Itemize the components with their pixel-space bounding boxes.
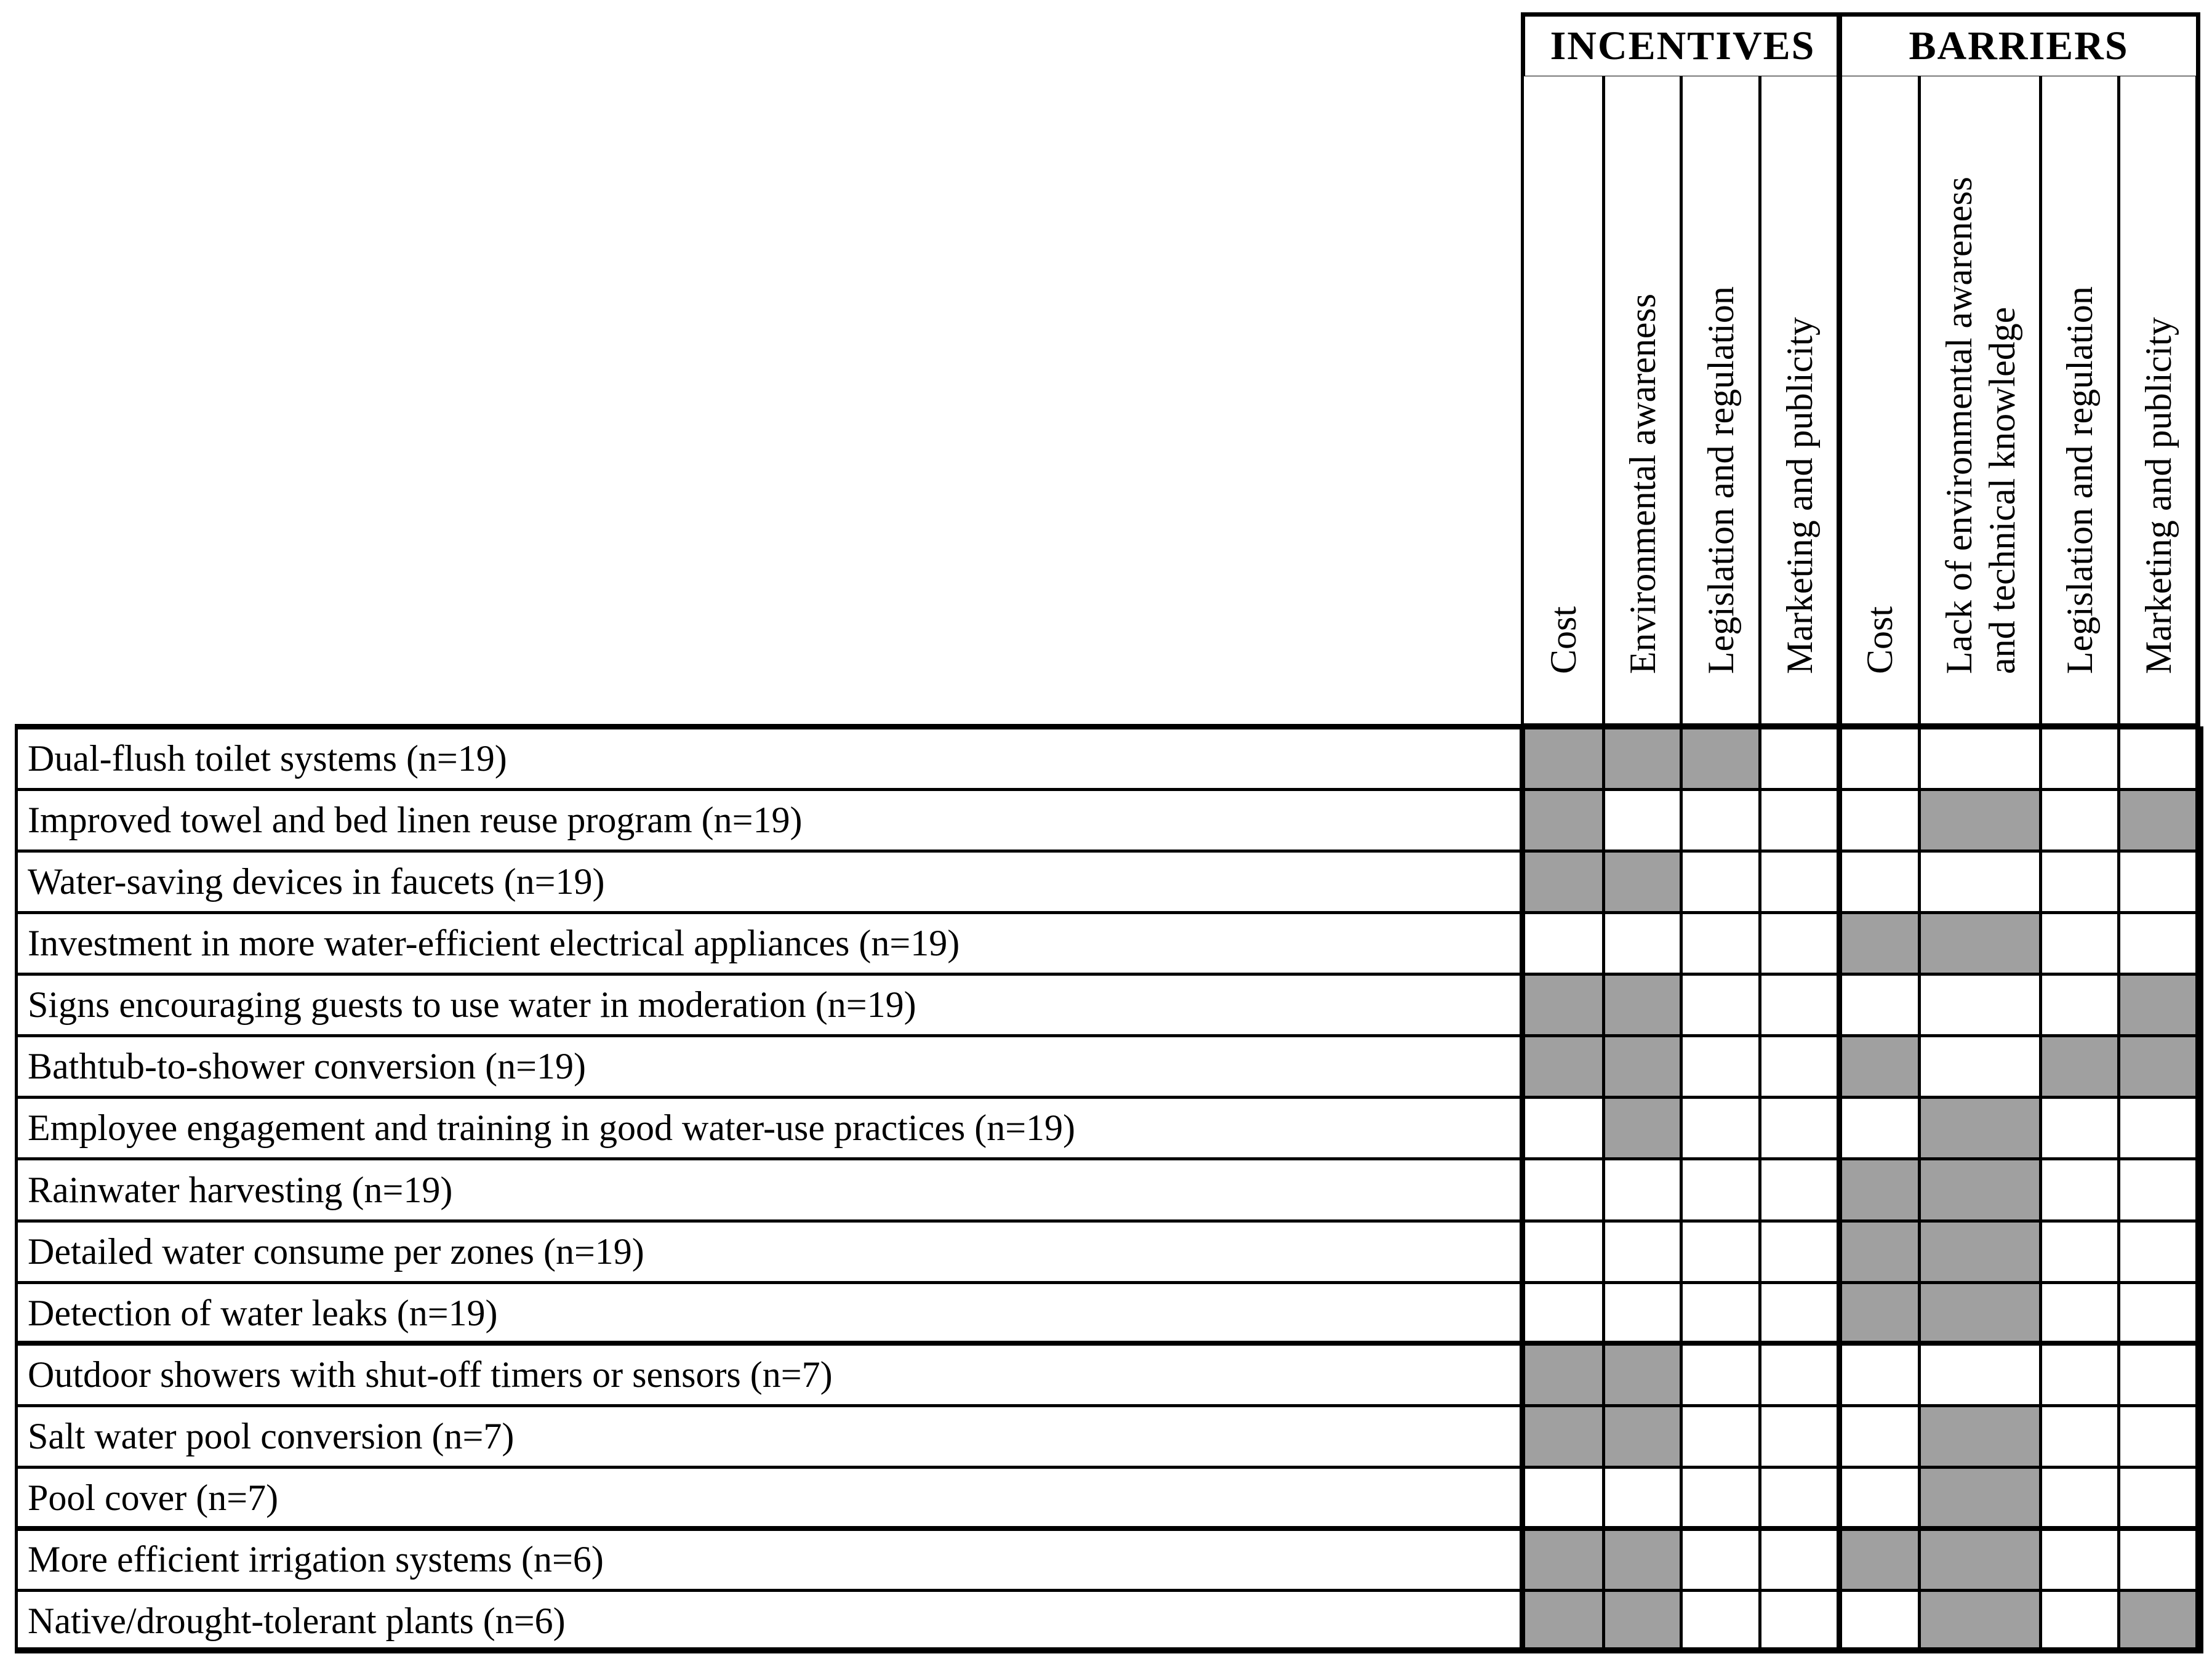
cell-marked bbox=[1918, 1219, 2042, 1284]
cell-empty bbox=[1918, 973, 2042, 1037]
cell-empty bbox=[1602, 1219, 1683, 1284]
cell-marked bbox=[1602, 1096, 1683, 1160]
cell-empty bbox=[1837, 973, 1921, 1037]
col-header-label: Marketing and publicity bbox=[2138, 317, 2179, 674]
bottom-border bbox=[15, 1647, 2200, 1653]
cell-empty bbox=[1758, 1404, 1840, 1469]
cell-empty bbox=[1680, 1589, 1761, 1653]
cell-marked bbox=[1602, 973, 1683, 1037]
cell-empty bbox=[1758, 911, 1840, 976]
cell-empty bbox=[1521, 1219, 1605, 1284]
cell-empty bbox=[2039, 1343, 2120, 1407]
cell-empty bbox=[1680, 788, 1761, 853]
cell-empty bbox=[2039, 726, 2120, 791]
cell-empty bbox=[1758, 1527, 1840, 1592]
cell-empty bbox=[1680, 1527, 1761, 1592]
cell-empty bbox=[2039, 1096, 2120, 1160]
row-label: More efficient irrigation systems (n=6) bbox=[15, 1527, 1524, 1592]
cell-empty bbox=[1521, 1281, 1605, 1346]
col-header-label: Cost bbox=[1859, 606, 1900, 674]
col-header-barrier-legislation bbox=[2039, 76, 2120, 728]
row-label: Salt water pool conversion (n=7) bbox=[15, 1404, 1524, 1469]
cell-empty bbox=[1758, 1589, 1840, 1653]
cell-empty bbox=[1758, 788, 1840, 853]
row-label: Outdoor showers with shut-off timers or sensors (n=7) bbox=[15, 1343, 1524, 1407]
cell-marked bbox=[1602, 1034, 1683, 1099]
cell-empty bbox=[2039, 973, 2120, 1037]
cell-marked bbox=[1918, 1096, 2042, 1160]
cell-empty bbox=[1758, 1034, 1840, 1099]
cell-empty bbox=[2117, 1281, 2203, 1346]
cell-marked bbox=[1521, 1343, 1605, 1407]
cell-empty bbox=[1758, 1281, 1840, 1346]
group-separator-after-row-13 bbox=[15, 1526, 2200, 1531]
cell-empty bbox=[1837, 726, 1921, 791]
cell-empty bbox=[1758, 726, 1840, 791]
cell-marked bbox=[2117, 788, 2203, 853]
cell-empty bbox=[2039, 1157, 2120, 1223]
cell-empty bbox=[1680, 1219, 1761, 1284]
cell-empty bbox=[1602, 788, 1683, 853]
cell-empty bbox=[2117, 1157, 2203, 1223]
cell-marked bbox=[1918, 1527, 2042, 1592]
row-label: Bathtub-to-shower conversion (n=19) bbox=[15, 1034, 1524, 1099]
cell-empty bbox=[2039, 911, 2120, 976]
cell-marked bbox=[1521, 850, 1605, 914]
cell-empty bbox=[1680, 1466, 1761, 1530]
row-label: Water-saving devices in faucets (n=19) bbox=[15, 850, 1524, 914]
cell-empty bbox=[2117, 1096, 2203, 1160]
cell-marked bbox=[1918, 1466, 2042, 1530]
cell-empty bbox=[2039, 1466, 2120, 1530]
cell-empty bbox=[1758, 850, 1840, 914]
cell-empty bbox=[1602, 1157, 1683, 1223]
cell-empty bbox=[2117, 1466, 2203, 1530]
cell-empty bbox=[2117, 726, 2203, 791]
cell-marked bbox=[1602, 1589, 1683, 1653]
group-vertical-separator bbox=[1837, 12, 1842, 1653]
cell-empty bbox=[1680, 1096, 1761, 1160]
row-label: Native/drought-tolerant plants (n=6) bbox=[15, 1589, 1524, 1653]
row-label: Pool cover (n=7) bbox=[15, 1466, 1524, 1530]
cell-empty bbox=[2039, 1219, 2120, 1284]
col-header-label: Legislation and regulation bbox=[1700, 286, 1741, 674]
cell-empty bbox=[2117, 1343, 2203, 1407]
cell-empty bbox=[1602, 1281, 1683, 1346]
col-header-label-line2: and technical knowledge bbox=[1982, 307, 2022, 674]
cell-empty bbox=[1602, 1466, 1683, 1530]
cell-marked bbox=[1918, 1589, 2042, 1653]
cell-marked bbox=[1602, 850, 1683, 914]
col-header-label-line1: Lack of environmental awareness bbox=[1939, 177, 1979, 674]
col-header-barrier-cost bbox=[1837, 76, 1921, 728]
cell-empty bbox=[1680, 1343, 1761, 1407]
group-header-incentives: INCENTIVES bbox=[1521, 12, 1845, 80]
cell-empty bbox=[2039, 1281, 2120, 1346]
cell-empty bbox=[1758, 1157, 1840, 1223]
cell-empty bbox=[1521, 911, 1605, 976]
row-label: Improved towel and bed linen reuse program (n=19) bbox=[15, 788, 1524, 853]
label-column-right-border bbox=[1520, 724, 1525, 1653]
col-header-label: Legislation and regulation bbox=[2059, 286, 2100, 674]
cell-empty bbox=[2117, 1404, 2203, 1469]
cell-marked bbox=[1521, 1527, 1605, 1592]
cell-empty bbox=[1680, 850, 1761, 914]
cell-empty bbox=[2117, 850, 2203, 914]
cell-empty bbox=[1521, 1157, 1605, 1223]
col-header-label: Marketing and publicity bbox=[1779, 317, 1820, 674]
cell-empty bbox=[1918, 1034, 2042, 1099]
cell-marked bbox=[1918, 911, 2042, 976]
cell-marked bbox=[1521, 788, 1605, 853]
cell-marked bbox=[1602, 1404, 1683, 1469]
col-header-incentive-marketing bbox=[1758, 76, 1841, 728]
cell-empty bbox=[1758, 973, 1840, 1037]
cell-empty bbox=[1758, 1096, 1840, 1160]
cell-marked bbox=[2117, 973, 2203, 1037]
cell-empty bbox=[1758, 1343, 1840, 1407]
row-label: Employee engagement and training in good water-use practices (n=19) bbox=[15, 1096, 1524, 1160]
cell-empty bbox=[1680, 973, 1761, 1037]
cell-marked bbox=[1837, 911, 1921, 976]
col-header-incentive-cost bbox=[1521, 76, 1605, 728]
col-header-label: Environmental awareness bbox=[1622, 293, 1663, 674]
cell-empty bbox=[1837, 1096, 1921, 1160]
cell-marked bbox=[1602, 1343, 1683, 1407]
cell-empty bbox=[2117, 1219, 2203, 1284]
cell-empty bbox=[2117, 911, 2203, 976]
cell-marked bbox=[2117, 1034, 2203, 1099]
cell-empty bbox=[1602, 911, 1683, 976]
cell-empty bbox=[1758, 1466, 1840, 1530]
cell-marked bbox=[1602, 726, 1683, 791]
row-label: Detailed water consume per zones (n=19) bbox=[15, 1219, 1524, 1284]
cell-marked bbox=[1837, 1219, 1921, 1284]
cell-empty bbox=[1680, 1157, 1761, 1223]
cell-marked bbox=[1837, 1157, 1921, 1223]
cell-marked bbox=[1918, 1281, 2042, 1346]
cell-empty bbox=[1680, 1404, 1761, 1469]
col-header-incentive-legislation bbox=[1680, 76, 1761, 728]
cell-empty bbox=[2039, 1404, 2120, 1469]
cell-marked bbox=[1918, 788, 2042, 853]
cell-empty bbox=[1837, 788, 1921, 853]
cell-empty bbox=[2117, 1527, 2203, 1592]
cell-empty bbox=[1680, 1281, 1761, 1346]
cell-empty bbox=[1918, 726, 2042, 791]
cell-empty bbox=[1837, 1404, 1921, 1469]
group-separator-after-row-10 bbox=[15, 1341, 2200, 1346]
cell-empty bbox=[2039, 1527, 2120, 1592]
cell-empty bbox=[1521, 1096, 1605, 1160]
cell-marked bbox=[1837, 1281, 1921, 1346]
col-header-barrier-marketing bbox=[2117, 76, 2200, 728]
cell-empty bbox=[1918, 1343, 2042, 1407]
cell-marked bbox=[1837, 1034, 1921, 1099]
cell-empty bbox=[1758, 1219, 1840, 1284]
col-header-label: Cost bbox=[1542, 606, 1584, 674]
cell-marked bbox=[1602, 1527, 1683, 1592]
row-label: Detection of water leaks (n=19) bbox=[15, 1281, 1524, 1346]
cell-marked bbox=[1837, 1527, 1921, 1592]
cell-empty bbox=[2039, 850, 2120, 914]
cell-empty bbox=[1680, 1034, 1761, 1099]
cell-empty bbox=[1837, 1343, 1921, 1407]
cell-marked bbox=[1521, 1034, 1605, 1099]
cell-empty bbox=[1837, 1466, 1921, 1530]
row-label: Signs encouraging guests to use water in moderation (n=19) bbox=[15, 973, 1524, 1037]
cell-empty bbox=[1680, 911, 1761, 976]
row-label: Dual-flush toilet systems (n=19) bbox=[15, 726, 1524, 791]
cell-marked bbox=[1680, 726, 1761, 791]
col-header-incentive-environmental-awareness bbox=[1602, 76, 1683, 728]
cell-marked bbox=[1521, 726, 1605, 791]
top-body-border bbox=[15, 724, 2200, 729]
right-border bbox=[2195, 76, 2200, 1653]
cell-marked bbox=[1521, 1589, 1605, 1653]
cell-empty bbox=[2039, 788, 2120, 853]
group-header-barriers: BARRIERS bbox=[1837, 12, 2200, 80]
cell-marked bbox=[1521, 1404, 1605, 1469]
cell-empty bbox=[1837, 1589, 1921, 1653]
cell-empty bbox=[1521, 1466, 1605, 1530]
cell-marked bbox=[1918, 1157, 2042, 1223]
cell-marked bbox=[2039, 1034, 2120, 1099]
col-header-barrier-lack-of-awareness bbox=[1918, 76, 2042, 728]
cell-marked bbox=[1521, 973, 1605, 1037]
cell-marked bbox=[2117, 1589, 2203, 1653]
cell-empty bbox=[1918, 850, 2042, 914]
cell-empty bbox=[1837, 850, 1921, 914]
cell-empty bbox=[2039, 1589, 2120, 1653]
cell-marked bbox=[1918, 1404, 2042, 1469]
row-label: Rainwater harvesting (n=19) bbox=[15, 1157, 1524, 1223]
row-label: Investment in more water-efficient electrical appliances (n=19) bbox=[15, 911, 1524, 976]
